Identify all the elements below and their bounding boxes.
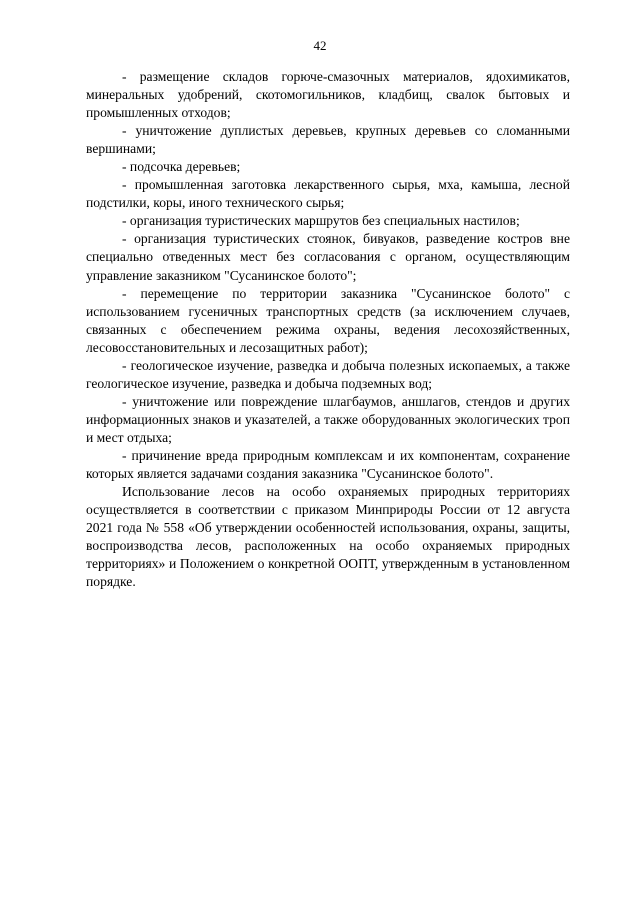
list-item-geological: - геологическое изучение, разведка и добыча полезных ископаемых, а также геологическое изучение, разведка и добыча подземных вод; [86,357,570,391]
list-item-campsites: - организация туристических стоянок, бивуаков, разведение костров вне специально отведенных мест без согласования с органом, осуществляющим управление заказником "Сусанинское болото"; [86,231,570,283]
paragraph-forest-use: Использование лесов на особо охраняемых природных территориях осуществляется в соответствии с приказом Минприроды России от 12 августа 2021 года № 558 «Об утверждении особенностей использования, охраны, защиты, воспроизводства лесов, расположенных на особо охраняемых природных территориях» и Положением о конкретной ООПТ, утвержденным в установленном порядке. [86,484,570,590]
page-number: 42 [313,38,327,53]
list-item-signs-damage: - уничтожение или повреждение шлагбаумов, аншлагов, стендов и других информационных знаков и указателей, а также оборудованных экологических троп и мест отдыха; [86,393,570,445]
body-text [86,68,570,591]
list-item-tracked-vehicles: - перемещение по территории заказника "Сусанинское болото" с использованием гусеничных транспортных средств (за исключением случаев, связанных с обеспечением режима охраны, ведения лесохозяйственных, лесовосстановительных и лесозащитных работ); [86,285,570,355]
list-item-hollow-trees: - уничтожение дуплистых деревьев, крупных деревьев со сломанными вершинами; [86,123,570,157]
list-item-tourist-routes: - организация туристических маршрутов без специальных настилов; [122,213,520,229]
list-item-natural-harm: - причинение вреда природным комплексам и их компонентам, сохранение которых является задачами создания заказника "Сусанинское болото". [86,447,570,482]
list-item-tapping: - подсочка деревьев; [122,159,241,175]
list-item-raw-materials: - промышленная заготовка лекарственного сырья, мха, камыша, лесной подстилки, коры, иного технического сырья; [86,177,570,211]
list-item-fuel-storage: - размещение складов горюче-смазочных материалов, ядохимикатов, минеральных удобрений, скотомогильников, кладбищ, свалок бытовых и промышленных отходов; [86,69,570,121]
